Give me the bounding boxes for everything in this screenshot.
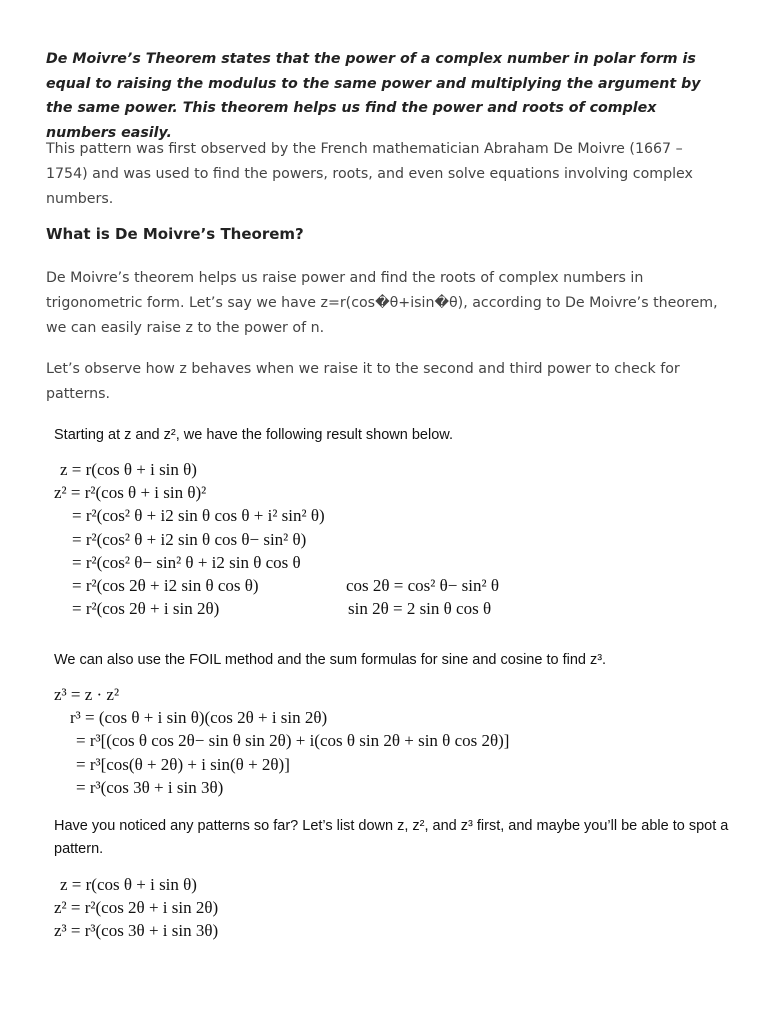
section-heading: What is De Moivre’s Theorem? [46, 225, 304, 243]
equation-block-z-cubed [54, 683, 509, 799]
caption-pattern: Have you noticed any patterns so far? Let’s list down z, z², and z³ first, and maybe you’ll be able to spot a pattern. [54, 818, 729, 857]
equation-line: = r²(cos² θ + i2 sin θ cos θ + i² sin² θ) [72, 506, 325, 526]
definition-paragraph: De Moivre’s theorem helps us raise power and find the roots of complex numbers in trigonometric form. Let’s say we have z=r(cos�θ+isin�θ), according to De Moivre’s theorem, we can easily raise z to the power of n. [46, 270, 718, 336]
equation-line: z³ = z · z² [54, 685, 120, 704]
equation-line: z² = r²(cos 2θ + i sin 2θ) [54, 898, 219, 918]
double-angle-formulas [346, 574, 499, 620]
equation-line: = r³(cos 3θ + i sin 3θ) [76, 777, 224, 797]
intro-paragraph: De Moivre’s Theorem states that the power of a complex number in polar form is equal to raising the modulus to the same power and multiplying the argument by the same power. This theorem helps us find the power and roots of complex numbers easily. [46, 51, 701, 141]
equation-line: z = r(cos θ + i sin θ) [60, 875, 197, 894]
equation-line: = r²(cos 2θ + i2 sin θ cos θ) [72, 575, 259, 595]
caption-z-squared: Starting at z and z², we have the following result shown below. [54, 427, 453, 443]
equation-line: z² = r²(cos θ + i sin θ)² [54, 483, 207, 503]
equation-line: = r³[cos(θ + 2θ) + i sin(θ + 2θ)] [76, 754, 290, 774]
equation-block-z-squared [54, 458, 325, 620]
equation-block-pattern [54, 873, 218, 943]
equation-line: z = r(cos θ + i sin θ) [60, 460, 197, 479]
equation-line: = r²(cos² θ + i2 sin θ cos θ− sin² θ) [72, 529, 307, 549]
history-paragraph: This pattern was first observed by the French mathematician Abraham De Moivre (1667 – 1754) and was used to find the powers, roots, and even solve equations involving complex numbers. [46, 141, 693, 207]
equation-line: = r²(cos² θ− sin² θ + i2 sin θ cos θ [72, 552, 301, 572]
equation-line: = r²(cos 2θ + i sin 2θ) [72, 599, 220, 619]
caption-z-cubed: We can also use the FOIL method and the sum formulas for sine and cosine to find z³. [54, 652, 607, 668]
cos-double-angle: cos 2θ = cos² θ− sin² θ [346, 576, 499, 595]
equation-line: z³ = r³(cos 3θ + i sin 3θ) [54, 921, 219, 941]
equation-line: r³ = (cos θ + i sin θ)(cos 2θ + i sin 2θ) [70, 708, 328, 728]
equation-line: = r³[(cos θ cos 2θ− sin θ sin 2θ) + i(cos θ sin 2θ + sin θ cos 2θ)] [76, 731, 510, 751]
observe-paragraph: Let’s observe how z behaves when we raise it to the second and third power to check for patterns. [46, 361, 680, 402]
sin-double-angle: sin 2θ = 2 sin θ cos θ [348, 599, 492, 619]
